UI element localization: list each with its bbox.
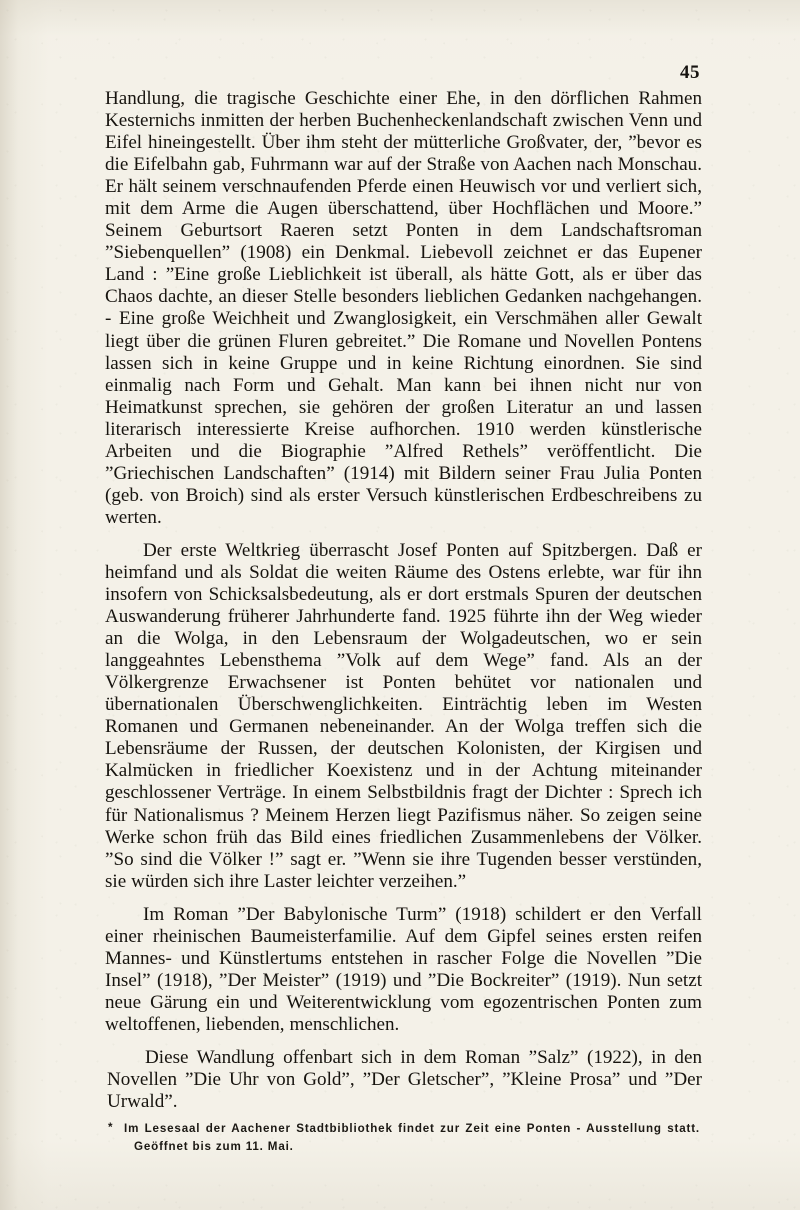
footnote-marker: * — [108, 1121, 114, 1134]
footnote-row — [108, 1121, 700, 1155]
footnote — [108, 1121, 700, 1155]
footnote-line-1: Im Lesesaal der Aachener Stadtbibliothek findet zur Zeit eine Ponten - Ausstellung statt. — [124, 1122, 700, 1135]
page-number: 45 — [680, 62, 700, 83]
paragraph: Im Roman ”Der Babylonische Turm” (1918) schildert er den Verfall einer rheinischen Baumeisterfamilie. Auf dem Gipfel seines ersten reifen Mannes- und Künstlertums entstehen in rascher Folge die Novellen ”Die Insel” (1918), ”Der Meister” (1919) und ”Die Bockreiter” (1919). Nun setzt neue Gärung ein und Weiterentwicklung vom egozentrischen Ponten zum weltoffenen, liebenden, menschlichen. — [105, 903, 702, 1035]
body-text-column — [105, 88, 702, 1113]
footnote-line-2: Geöffnet bis zum 11. Mai. — [134, 1139, 294, 1153]
paragraph: Diese Wandlung offenbart sich in dem Roman ”Salz” (1922), in den Novellen ”Die Uhr von Gold”, ”Der Gletscher”, ”Kleine Prosa” und ”Der Urwald”. — [107, 1046, 702, 1113]
paragraph: Der erste Weltkrieg überrascht Josef Ponten auf Spitzbergen. Daß er heimfand und als Soldat die weiten Räume des Ostens erlebte, war für ihn insofern von Schicksalsbedeutung, als er dort erstmals Spuren der deutschen Auswanderung früherer Jahrhunderte fand. 1925 führte ihn der Weg wieder an die Wolga, in den Lebensraum der Wolgadeutschen, wo er sein langgeahntes Lebensthema ”Volk auf dem Wege” fand. Als an der Völkergrenze Erwachsener ist Ponten behütet vor nationalen und übernationalen Überschwenglichkeiten. Einträchtig leben im Westen Romanen und Germanen nebeneinander. An der Wolga treffen sich die Lebensräume der Russen, der deutschen Kolonisten, der Kirgisen und Kalmücken in friedlicher Koexistenz und in der Achtung miteinander geschlossener Verträge. In einem Selbstbildnis fragt der Dichter : Sprech ich für Nationalismus ? Meinem Herzen liegt Pazifismus näher. So zeigen seine Werke schon früh das Bild eines friedlichen Zusammenlebens der Völker. ”So sind die Völker !” sagt er. ”Wenn sie ihre Tugenden besser verstünden, sie würden sich ihre Laster leichter verzeihen.” — [105, 539, 702, 892]
footnote-body — [124, 1121, 700, 1155]
paragraph: Handlung, die tragische Geschichte einer Ehe, in den dörflichen Rahmen Kesternichs inmitten der herben Buchenheckenlandschaft zwischen Venn und Eifel hineingestellt. Über ihm steht der mütterliche Großvater, der, ”bevor es die Eifelbahn gab, Fuhrmann war auf der Straße von Aachen nach Monschau. Er hält seinem verschnaufenden Pferde einen Heuwisch vor und verliert sich, mit dem Arme die Augen überschattend, über Hochflächen und Moore.” Seinem Geburtsort Raeren setzt Ponten in dem Landschaftsroman ”Siebenquellen” (1908) ein Denkmal. Liebevoll zeichnet er das Eupener Land : ”Eine große Lieblichkeit ist überall, als hätte Gott, als er über das Chaos dachte, an dieser Stelle besonders lieblichen Gedanken nachgehangen. - Eine große Weichheit und Zwanglosigkeit, ein Verschmähen aller Gewalt liegt über die grünen Fluren gebreitet.” Die Romane und Novellen Pontens lassen sich in keine Gruppe und in keine Richtung einordnen. Sie sind einmalig nach Form und Gehalt. Man kann bei ihnen nicht nur von Heimatkunst sprechen, sie gehören der großen Literatur an und lassen literarisch interessierte Kreise aufhorchen. 1910 werden künstlerische Arbeiten und die Biographie ”Alfred Rethels” veröffentlicht. Die ”Griechischen Landschaften” (1914) mit Bildern seiner Frau Julia Ponten (geb. von Broich) sind als erster Versuch künstlerischen Erdbeschreibens zu werten. — [105, 88, 702, 528]
